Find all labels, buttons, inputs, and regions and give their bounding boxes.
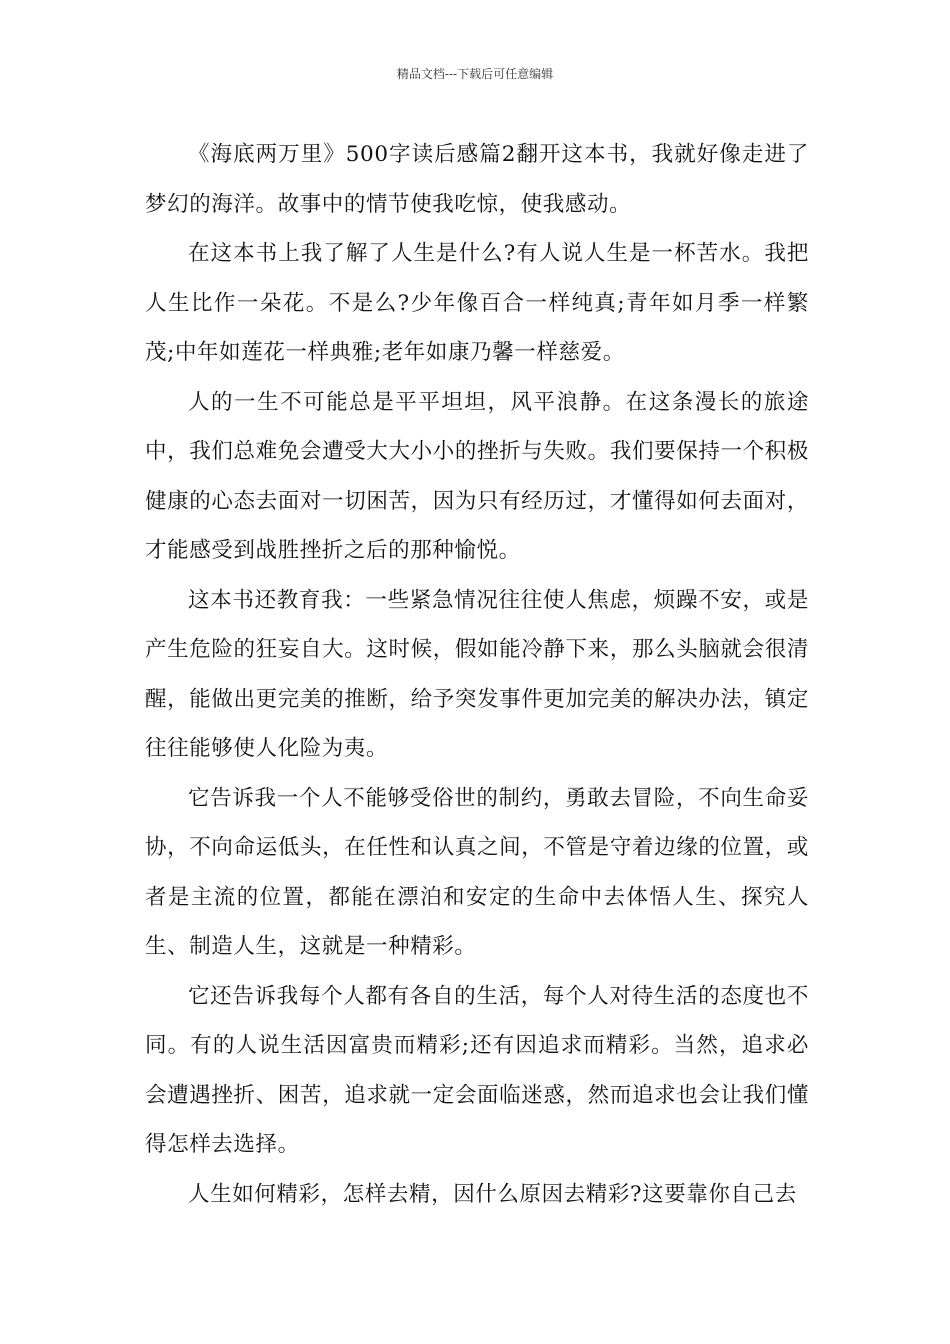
- paragraph-3: 人的一生不可能总是平平坦坦，风平浪静。在这条漫长的旅途中，我们总难免会遭受大大小小的挫折与失败。我们要保持一个积极健康的心态去面对一切困苦，因为只有经历过，才懂得如何去面对，才能感受到战胜挫折之后的那种愉悦。: [145, 389, 809, 563]
- document-body: [145, 130, 809, 1219]
- paragraph-1: 《海底两万里》500字读后感篇2翻开这本书，我就好像走进了梦幻的海洋。故事中的情节使我吃惊，使我感动。: [145, 142, 809, 217]
- paragraph-6: 它还告诉我每个人都有各自的生活，每个人对待生活的态度也不同。有的人说生活因富贵而精彩;还有因追求而精彩。当然，追求必会遭遇挫折、困苦，追求就一定会面临迷惑，然而追求也会让我们懂得怎样去选择。: [145, 983, 809, 1157]
- paragraph-7: 人生如何精彩，怎样去精，因什么原因去精彩?这要靠你自己去: [188, 1181, 797, 1207]
- paragraph-2: 在这本书上我了解了人生是什么?有人说人生是一杯苦水。我把人生比作一朵花。不是么?少年像百合一样纯真;青年如月季一样繁茂;中年如莲花一样典雅;老年如康乃馨一样慈爱。: [145, 241, 809, 365]
- page-header: 精品文档---下载后可任意编辑: [396, 67, 554, 81]
- paragraph-4: 这本书还教育我：一些紧急情况往往使人焦虑，烦躁不安，或是产生危险的狂妄自大。这时候，假如能冷静下来，那么头脑就会很清醒，能做出更完美的推断，给予突发事件更加完美的解决办法，镇定往往能够使人化险为夷。: [145, 587, 809, 761]
- paragraph-5: 它告诉我一个人不能够受俗世的制约，勇敢去冒险，不向生命妥协，不向命运低头，在任性和认真之间，不管是守着边缘的位置，或者是主流的位置，都能在漂泊和安定的生命中去体悟人生、探究人生、制造人生，这就是一种精彩。: [145, 785, 809, 959]
